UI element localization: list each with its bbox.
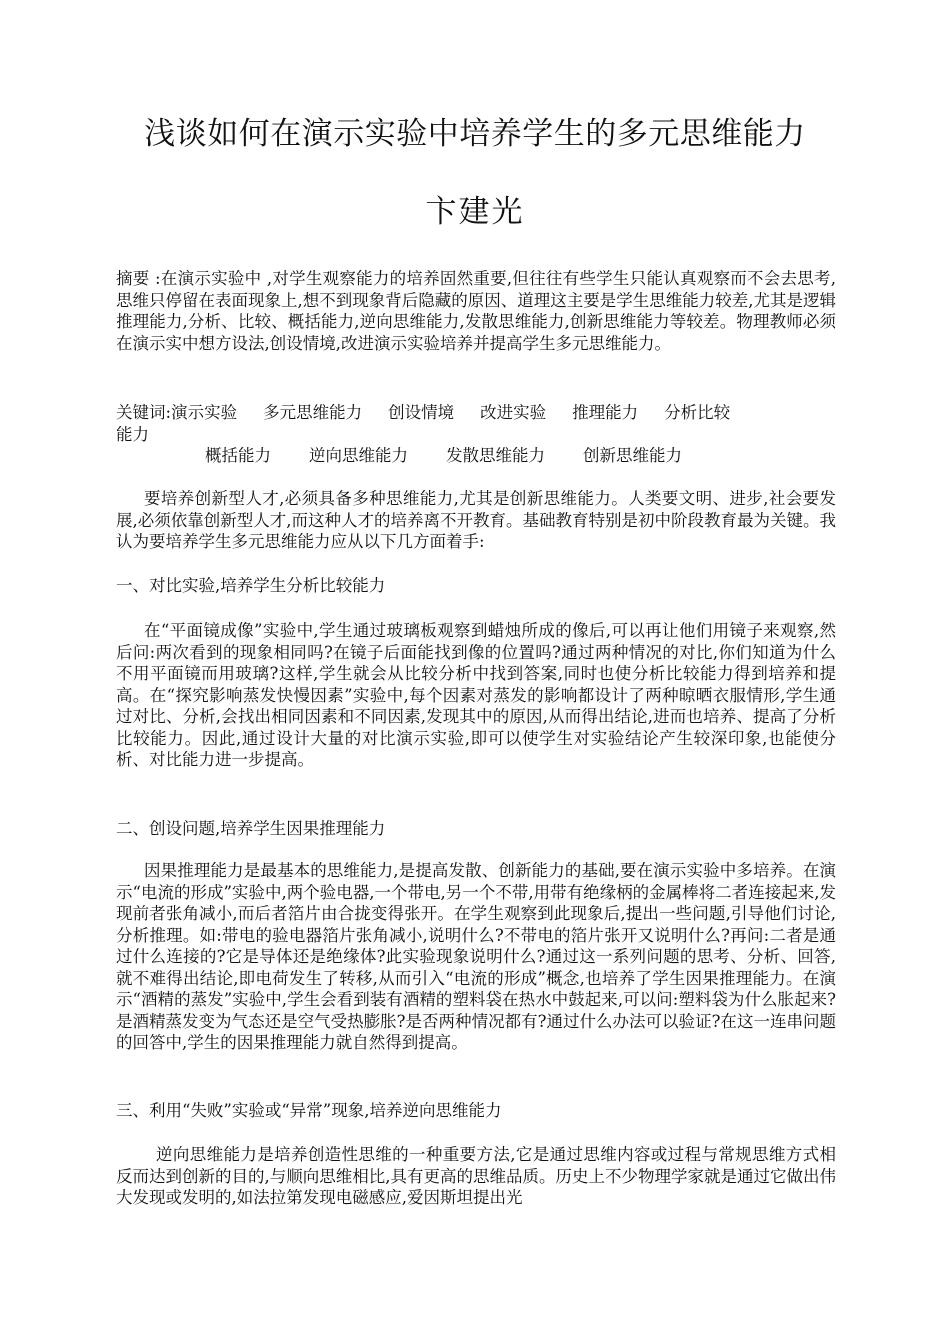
section-3-heading: 三、利用“失败”实验或“异常”现象,培养逆向思维能力 xyxy=(116,1101,502,1120)
keywords-label: 关键词: xyxy=(116,403,172,422)
section-1-heading: 一、对比实验,培养学生分析比较能力 xyxy=(116,576,386,595)
keyword: 多元思维能力 xyxy=(263,403,363,422)
abstract-paragraph: 摘要 :在演示实验中 ,对学生观察能力的培养固然重要,但往往有些学生只能认真观察而不会去思考,思维只停留在表面现象上,想不到现象背后隐藏的原因、道理这主要是学生思维能力较差,尤其是逻辑推理能力,分析、比较、概括能力,逆向思维能力,发散思维能力,创新思维能力等较差。物理教师必须在演示实中想方设法,创设情境,改进演示实验培养并提高学生多元思维能力。 xyxy=(116,269,836,353)
keyword: 创新思维能力 xyxy=(583,446,682,465)
intro-paragraph: 要培养创新型人才,必须具备多种思维能力,尤其是创新思维能力。人类要文明、进步,社会要发展,必须依靠创新型人才,而这种人才的培养离不开教育。基础教育特别是初中阶段教育最为关键。我认为要培养学生多元思维能力应从以下几方面着手: xyxy=(116,489,836,551)
document-title: 浅谈如何在演示实验中培养学生的多元思维能力 xyxy=(144,116,806,152)
section-3-paragraph: 逆向思维能力是培养创造性思维的一种重要方法,它是通过思维内容或过程与常规思维方式相反而达到创新的目的,与顺向思维相比,具有更高的思维品质。历史上不少物理学家就是通过它做出伟大发现或发明的,如法拉第发现电磁感应,爱因斯坦提出光 xyxy=(116,1145,836,1207)
keyword: 逆向思维能力 xyxy=(309,446,408,465)
section-2-heading: 二、创设问题,培养学生因果推理能力 xyxy=(116,819,386,838)
keywords-line-continuation: 能力 xyxy=(116,425,149,444)
keyword: 演示实验 xyxy=(171,403,238,422)
keyword: 概括能力 xyxy=(205,446,271,465)
section-2-paragraph: 因果推理能力是最基本的思维能力,是提高发散、创新能力的基础,要在演示实验中多培养。在演示“电流的形成”实验中,两个验电器,一个带电,另一个不带,用带有绝缘柄的金属棒将二者连接起来,发现前者张角减小,而后者箔片由合拢变得张开。在学生观察到此现象后,提出一些问题,引导他们讨论,分析推理。如:带电的验电器箔片张角减小,说明什么?不带电的箔片张开又说明什么?再问:二者是通过什么连接的?它是导体还是绝缘体?此实验现象说明什么?通过这一系列问题的思考、分析、回答,就不难得出结论,即电荷发生了转移,从而引入“电流的形成”概念,也培养了学生因果推理能力。在演示“酒精的蒸发”实验中,学生会看到装有酒精的塑料袋在热水中鼓起来,可以问:塑料袋为什么胀起来?是酒精蒸发变为气态还是空气受热膨胀?是否两种情况都有?通过什么办法可以验证?在这一连串问题的回答中,学生的因果推理能力就自然得到提高。 xyxy=(116,861,836,1052)
keyword: 创设情境 xyxy=(388,403,455,422)
keywords-line-1 xyxy=(116,402,730,424)
keyword: 推理能力 xyxy=(572,403,639,422)
keyword: 改进实验 xyxy=(480,403,547,422)
section-1-paragraph: 在“平面镜成像”实验中,学生通过玻璃板观察到蜡烛所成的像后,可以再让他们用镜子来观察,然后问:两次看到的现象相同吗?在镜子后面能找到像的位置吗?通过两种情况的对比,你们知道为什么不用平面镜而用玻璃?这样,学生就会从比较分析中找到答案,同时也使分析比较能力得到培养和提高。在“探究影响蒸发快慢因素”实验中,每个因素对蒸发的影响都设计了两种晾晒衣服情形,学生通过对比、分析,会找出相同因素和不同因素,发现其中的原因,从而得出结论,进而也培养、提高了分析比较能力。因此,通过设计大量的对比演示实验,即可以使学生对实验结论产生较深印象,也能使分析、对比能力进一步提高。 xyxy=(116,621,836,769)
keyword: 分析比较 xyxy=(664,403,731,422)
document-author: 卞建光 xyxy=(425,194,525,230)
keyword: 发散思维能力 xyxy=(446,446,545,465)
keywords-line-2 xyxy=(205,445,682,467)
